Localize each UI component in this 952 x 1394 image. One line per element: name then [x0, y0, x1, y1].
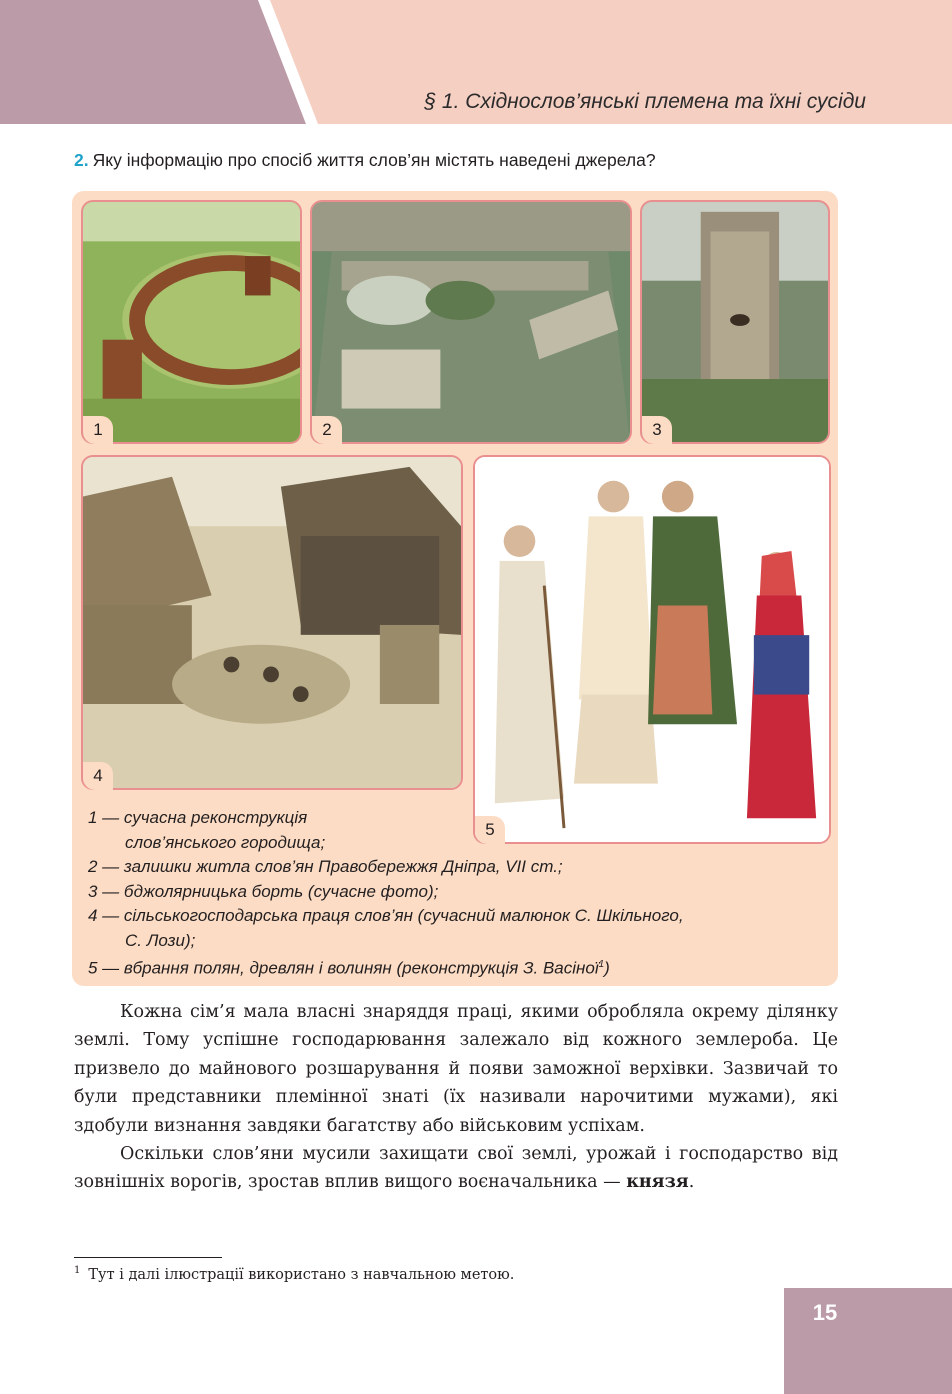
- paragraph-1: Кожна сім’я мала власні знаряддя праці, якими обробляла окрему ділянку землі. Тому успішне господарювання залежало від кожного землероба. Це призвело до майнового розшарування й появи заможної верхівки. Зазвичай то були представники племінної знаті (їх називали нарочитими мужами), які здобули визнання завдяки багатству або військовим успіхам.: [74, 1002, 838, 1136]
- beehive-image: [642, 202, 828, 442]
- question-number: 2.: [74, 150, 89, 170]
- figure-2-number: 2: [312, 416, 342, 444]
- caption-1-cont: слов’янського городища;: [125, 832, 326, 852]
- dwelling-image: [312, 202, 630, 442]
- footnote-marker: 1: [74, 1265, 81, 1276]
- farming-image: [83, 457, 461, 788]
- figure-1-hillfort: [81, 200, 302, 444]
- clothing-image: [475, 457, 829, 842]
- question-text: Яку інформацію про спосіб життя слов’ян містять наведені джерела?: [92, 150, 656, 170]
- caption-5: [88, 953, 848, 981]
- hillfort-image: [83, 202, 300, 442]
- footnote-text: Тут і далі ілюстрації використано з навчальною метою.: [88, 1266, 515, 1283]
- figure-5-clothing: [473, 455, 831, 844]
- body-text: [74, 998, 838, 1197]
- figure-2-dwelling: [310, 200, 632, 444]
- figure-1-number: 1: [83, 416, 113, 444]
- footnote-divider: [74, 1257, 222, 1258]
- paragraph-2: [74, 1140, 838, 1197]
- caption-4-cont: С. Лози);: [125, 930, 196, 950]
- figure-3-beehive: [640, 200, 830, 444]
- footnote: [74, 1265, 514, 1283]
- figure-4-number: 4: [83, 762, 113, 790]
- page-number: 15: [812, 1300, 838, 1325]
- caption-3: 3 — бджолярницька борть (сучасне фото);: [88, 881, 439, 901]
- figure-5-number: 5: [475, 816, 505, 844]
- section-title: § 1. Східнослов’янські племена та їхні сусіди: [424, 90, 866, 113]
- figure-3-number: 3: [642, 416, 672, 444]
- question: [74, 150, 656, 171]
- figure-4-farming: [81, 455, 463, 790]
- caption-5-footnote-ref: 1: [598, 959, 605, 970]
- paragraph-2-end: .: [688, 1172, 695, 1193]
- figure-captions: [88, 806, 848, 981]
- caption-2: 2 — залишки житла слов’ян Правобережжя Дніпра, VII ст.;: [88, 857, 563, 876]
- caption-1: 1 — сучасна реконструкція: [88, 808, 308, 827]
- term-knyaz: князя: [626, 1172, 689, 1193]
- paragraph-2-text: Оскільки слов’яни мусили захищати свої землі, урожай і господарство від зовнішніх ворогів, зростав вплив вищого воєначальника —: [74, 1144, 838, 1193]
- caption-4: 4 — сільськогосподарська праця слов’ян (сучасний малюнок С. Шкільного,: [88, 906, 684, 925]
- caption-5-end: ): [604, 958, 610, 978]
- caption-5-text: 5 — вбрання полян, древлян і волинян (реконструкція З. Васіної: [88, 958, 599, 978]
